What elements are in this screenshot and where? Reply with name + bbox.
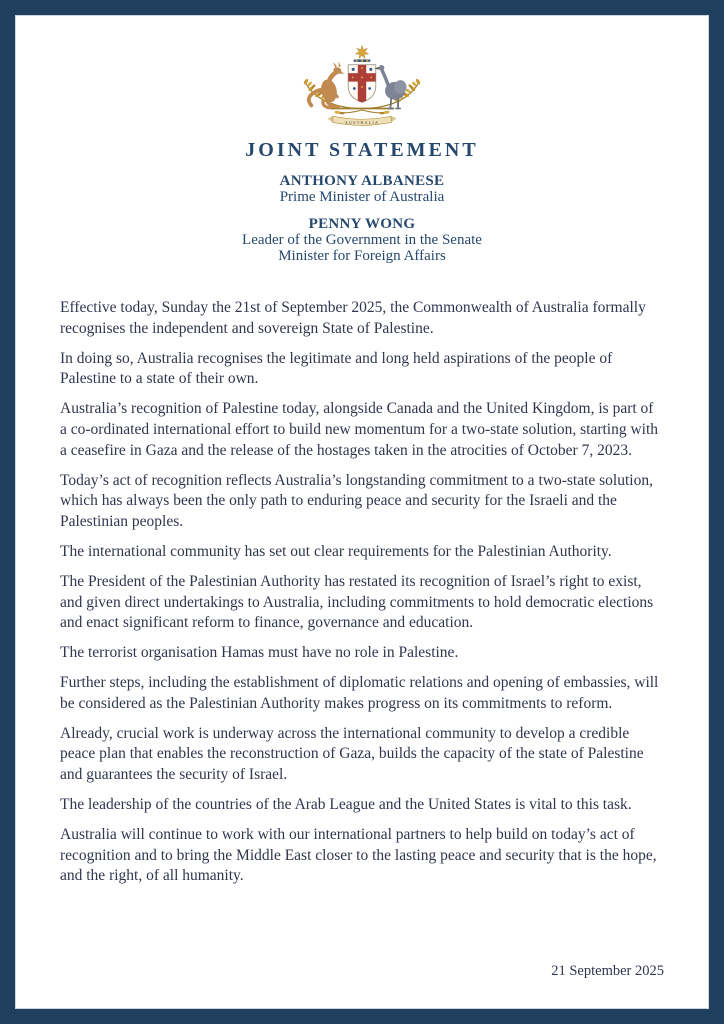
paragraph: In doing so, Australia recognises the legitimate and long held aspirations of the people of Palestine to a state of their own. — [60, 349, 613, 388]
emu-icon — [374, 65, 407, 108]
page-title: JOINT STATEMENT — [245, 139, 479, 161]
statement-sheet — [16, 16, 708, 1008]
paragraph: Australia’s recognition of Palestine today, alongside Canada and the United Kingdom, is part of a co-ordinated international effort to build new momentum for a two-state solution, starting with a ceasefire in Gaza and the release of the hostages taken in the atrocities of October 7, 2023. — [60, 400, 659, 459]
statement-body — [16, 298, 708, 887]
paragraph: The President of the Palestinian Authority has restated its recognition of Israel’s right to exist, and given direct undertakings to Australia, including commitments to hold democratic elections and enact significant reform to finance, governance and education. — [60, 572, 654, 632]
signatory-title: Leader of the Government in the Senate — [242, 232, 482, 248]
australia-scroll-text: AUSTRALIA — [344, 119, 380, 125]
signatories — [16, 173, 708, 264]
paragraph: The leadership of the countries of the Arab League and the United States is vital to this task. — [60, 795, 632, 813]
paragraph: The terrorist organisation Hamas must have no role in Palestine. — [60, 644, 459, 662]
signatory-title: Minister for Foreign Affairs — [278, 248, 446, 264]
paragraph: Australia will continue to work with our international partners to help build on today’s act of recognition and to bring the Middle East closer to the lasting peace and security that is the hope, and the right, of all humanity. — [60, 825, 657, 885]
australia-scroll — [327, 116, 396, 125]
signatory-name: PENNY WONG — [308, 216, 416, 232]
paragraph: Today’s act of recognition reflects Australia’s longstanding commitment to a two-state solution, which has always been the only path to enduring peace and security for the Israeli and the Palestinian peoples. — [60, 471, 653, 531]
statement-date: 21 September 2025 — [551, 963, 664, 979]
paragraph: Further steps, including the establishment of diplomatic relations and opening of embassies, will be considered as the Palestinian Authority makes progress on its commitments to reform. — [60, 673, 659, 712]
signatory-title: Prime Minister of Australia — [279, 189, 445, 205]
paragraph: The international community has set out clear requirements for the Palestinian Authority. — [60, 542, 612, 560]
paragraph: Effective today, Sunday the 21st of September 2025, the Commonwealth of Australia formally recognises the independent and sovereign State of Palestine. — [60, 299, 646, 337]
australian-coat-of-arms-icon — [292, 44, 432, 130]
paragraph: Already, crucial work is underway across the international community to develop a credible peace plan that enables the reconstruction of Gaza, builds the capacity of the state of Palestine and guarantees the security of Israel. — [60, 724, 644, 784]
shield — [348, 65, 376, 103]
commonwealth-star-icon — [355, 46, 369, 59]
signatory-albanese — [16, 173, 708, 205]
signatory-name: ANTHONY ALBANESE — [279, 173, 445, 189]
doc-footer — [551, 963, 664, 980]
signatory-wong — [16, 216, 708, 264]
masthead — [16, 16, 708, 264]
